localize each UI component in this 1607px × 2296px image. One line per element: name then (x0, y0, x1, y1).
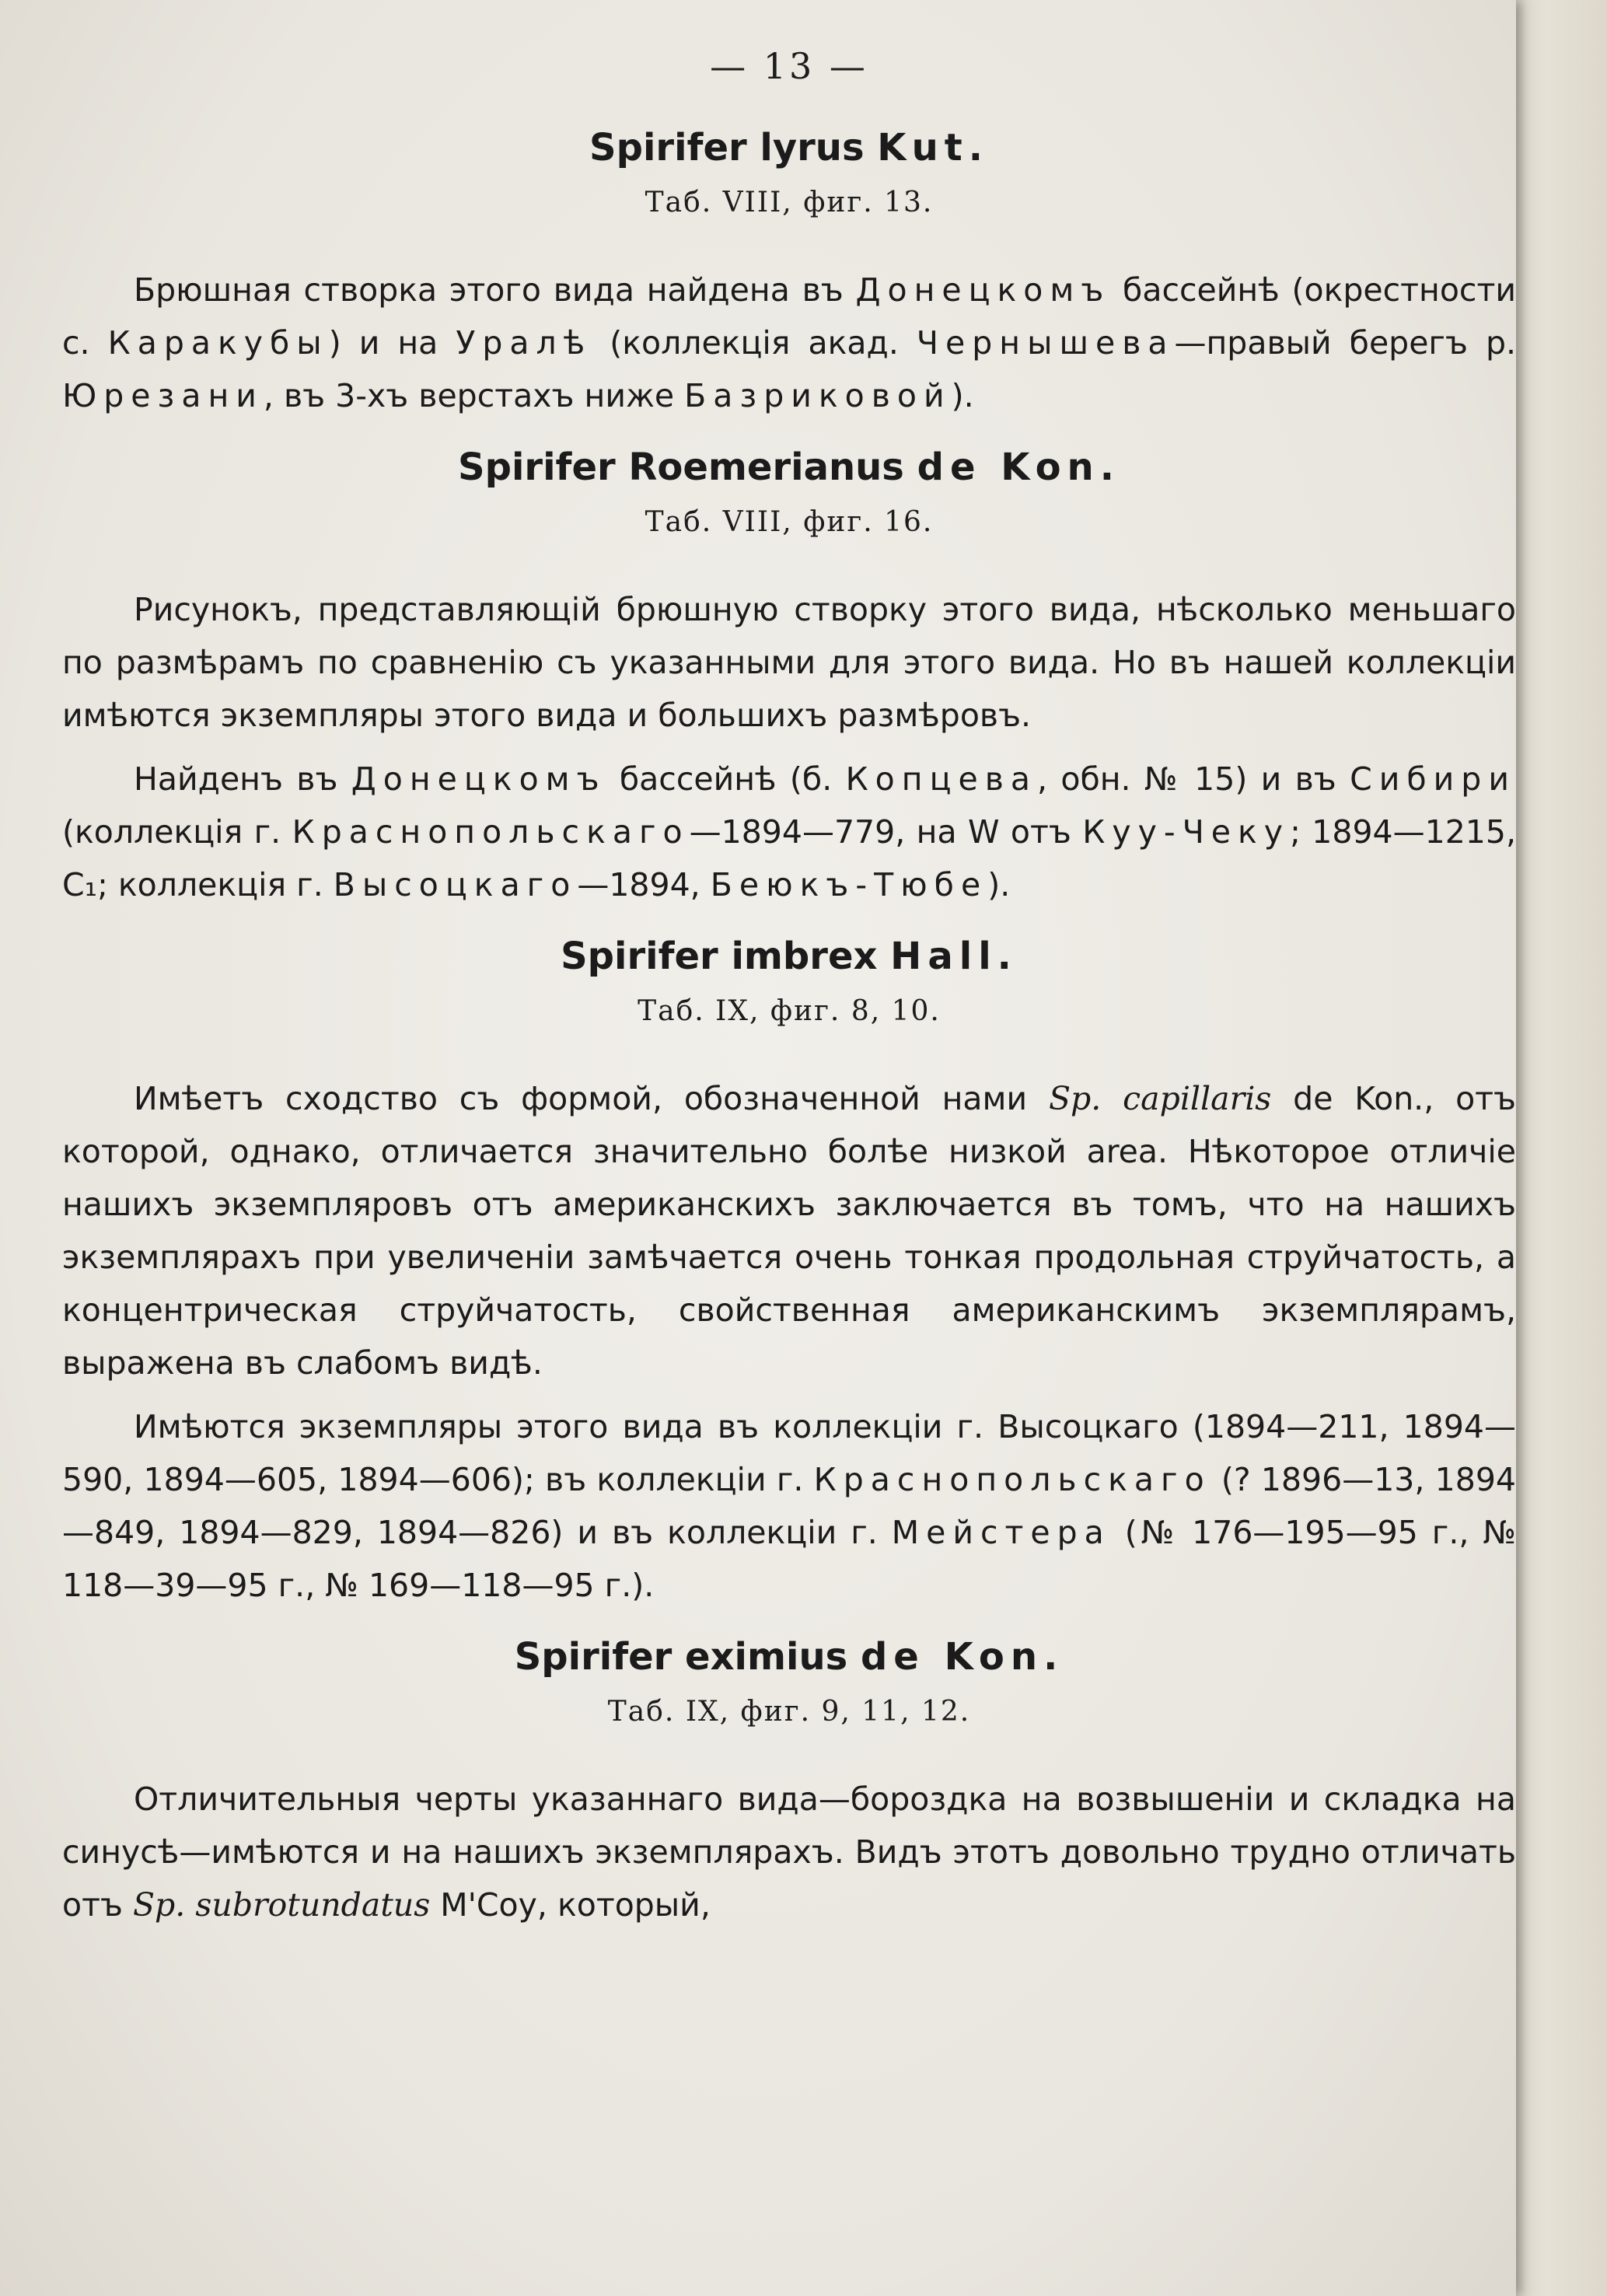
species-author: de Kon. (917, 446, 1120, 489)
species-author: Kut. (877, 126, 989, 169)
species-author: Hall. (890, 935, 1018, 978)
species-section-roemerianus (62, 446, 1516, 911)
species-title (62, 126, 1516, 169)
species-name: Spirifer Roemerianus (458, 446, 904, 489)
page-content (62, 31, 1516, 1955)
page-number: — 13 — (710, 45, 868, 87)
plate-reference: Таб. VIII, фиг. 13. (645, 187, 934, 218)
paragraph: Имѣются экземпляры этого вида въ коллекціи г. Высоцкаго (1894—211, 1894—590, 1894—605, 1894—606); въ коллекціи г. Краснопольскаго (? 1896—13, 1894—849, 1894—829, 1894—826) и въ коллекціи г. Мейстера (№ 176—195—95 г., № 118—39—95 г., № 169—118—95 г.). (62, 1408, 1517, 1604)
species-name: Spirifer imbrex (561, 935, 878, 978)
paragraph: Брюшная створка этого вида найдена въ Донецкомъ бассейнѣ (окрестности с. Каракубы) и на Уралѣ (коллекція акад. Чернышева—правый берегъ р. Юрезани, въ 3-хъ верстахъ ниже Базриковой). (62, 271, 1517, 414)
species-author: de Kon. (860, 1635, 1064, 1679)
species-title (62, 935, 1516, 978)
plate-reference: Таб. IX, фиг. 8, 10. (638, 995, 941, 1027)
species-name: Spirifer eximius (514, 1635, 848, 1679)
paragraph: Отличительныя черты указаннаго вида—бороздка на возвышеніи и складка на синусѣ—имѣются и на нашихъ экземплярахъ. Видъ этотъ довольно трудно отличать отъ Sp. subrotundatus M'Coy, который, (62, 1781, 1516, 1924)
species-name: Spirifer lyrus (589, 126, 865, 169)
species-section-eximius (62, 1635, 1516, 1931)
species-title (62, 446, 1516, 489)
species-section-lyrus (62, 126, 1516, 422)
plate-reference: Таб. IX, фиг. 9, 11, 12. (607, 1696, 971, 1728)
species-section-imbrex (62, 935, 1516, 1612)
facing-page-edge (1506, 0, 1607, 2296)
species-title (62, 1635, 1516, 1679)
paragraph: Имѣетъ сходство съ формой, обозначенной нами Sp. capillaris de Kon., отъ которой, однако, отличается значительно болѣе низкой area. Нѣкоторое отличіе нашихъ экземпляровъ отъ американскихъ заключается въ томъ, что на нашихъ экземплярахъ при увеличеніи замѣчается очень тонкая продольная струйчатость, а концентрическая струйчатость, свойственная американскимъ экземплярамъ, выражена въ слабомъ видѣ. (62, 1080, 1517, 1382)
plate-reference: Таб. VIII, фиг. 16. (645, 506, 934, 538)
paragraph: Рисунокъ, представляющій брюшную створку этого вида, нѣсколько меньшаго по размѣрамъ по сравненію съ указанными для этого вида. Но въ нашей коллекціи имѣются экземпляры этого вида и большихъ размѣровъ. (62, 591, 1516, 734)
paragraph: Найденъ въ Донецкомъ бассейнѣ (б. Копцева, обн. № 15) и въ Сибири (коллекція г. Краснопольскаго—1894—779, на W отъ Куу-Чеку; 1894—1215, C₁; коллекція г. Высоцкаго—1894, Беюкъ-Тюбе). (62, 760, 1516, 903)
